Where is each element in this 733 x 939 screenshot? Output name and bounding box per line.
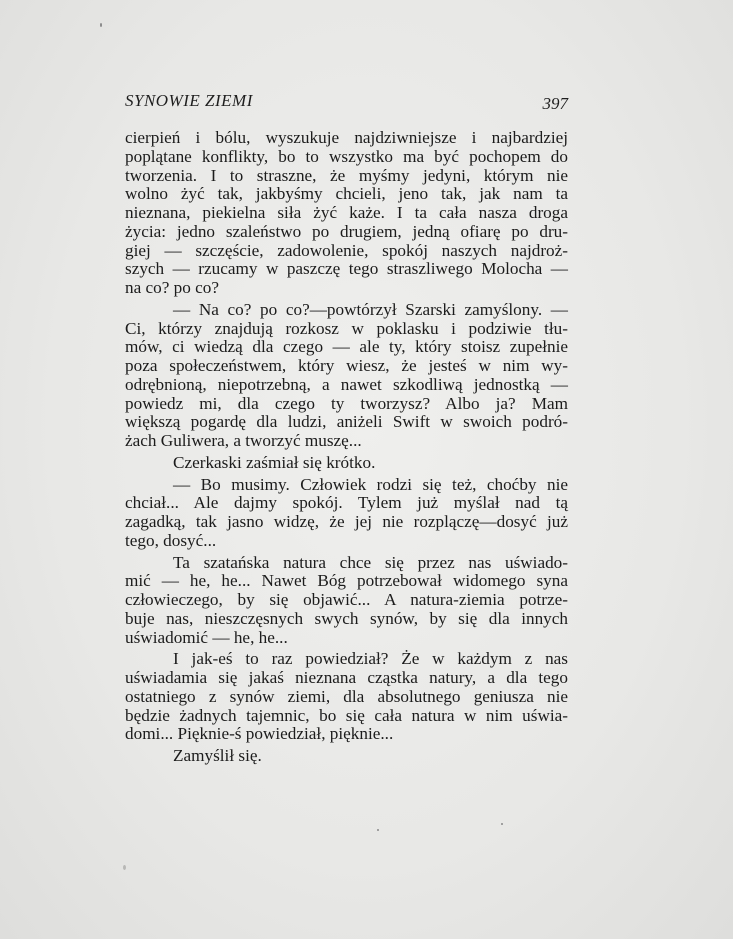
text-line: nieznana, piekielna siła żyć każe. I ta cała nasza droga: [125, 203, 568, 222]
paper-speck: [100, 23, 102, 27]
text-line: tworzenia. I to straszne, że myśmy jedyni, którym nie: [125, 165, 568, 185]
body-text: [125, 129, 568, 766]
running-title: SYNOWIE ZIEMI: [125, 91, 253, 110]
text-line: giej — szczęście, zadowolenie, spokój naszych najdroż-: [125, 240, 568, 260]
page-header: [125, 91, 568, 113]
text-line: poza społeczeństwem, który wiesz, że jesteś w nim wy-: [125, 356, 568, 375]
text-line: mów, ci wiedzą dla czego — ale ty, który stoisz zupełnie: [125, 337, 568, 357]
text-line: będzie żadnych tajemnic, bo się cała natura w nim uświa-: [125, 705, 568, 725]
text-line: mić — he, he... Nawet Bóg potrzebował widomego syna: [125, 571, 568, 591]
paper-speck: [377, 829, 379, 831]
text-line: większą pogardę dla ludzi, aniżeli Swift w swoich podró-: [125, 412, 568, 432]
text-line: tego, dosyć...: [125, 530, 217, 550]
text-line: Ta szatańska natura chce się przez nas uświado-: [173, 552, 568, 572]
text-line: życia: jedno szaleństwo po drugiem, jedną ofiarę po dru-: [125, 221, 568, 241]
text-line: — Bo musimy. Człowiek rodzi się też, choćby nie: [173, 474, 568, 494]
text-line: uświadomić — he, he...: [125, 627, 288, 647]
text-line: Czerkaski zaśmiał się krótko.: [173, 452, 376, 472]
paper-speck: [501, 823, 503, 825]
text-line: wolno żyć tak, jakbyśmy chcieli, jeno tak, jak nam ta: [125, 184, 568, 204]
text-line: I jak-eś to raz powiedział? Że w każdym z nas: [173, 649, 568, 669]
text-line: domi... Pięknie-ś powiedział, pięknie...: [125, 724, 394, 744]
text-line: szych — rzucamy w paszczę tego straszliwego Molocha —: [125, 259, 568, 279]
text-line: cierpień i bólu, wyszukuje najdziwniejsze i najbardziej: [125, 128, 568, 147]
text-line: odrębnioną, niepotrzebną, a nawet szkodliwą jednostką —: [125, 374, 568, 394]
text-line: na co? po co?: [125, 278, 220, 297]
text-line: ostatniego z synów ziemi, dla absolutnego geniusza nie: [125, 686, 568, 706]
page-number: 397: [542, 94, 568, 113]
text-line: — Na co? po co?—powtórzył Szarski zamyślony. —: [173, 299, 568, 319]
text-line: chciał... Ale dajmy spokój. Tylem już myślał nad tą: [125, 493, 568, 513]
text-line: Ci, którzy znajdują rozkosz w poklasku i podziwie tłu-: [125, 318, 568, 338]
paper-speck: [123, 865, 126, 870]
text-line: żach Guliwera, a tworzyć muszę...: [125, 431, 362, 450]
text-line: powiedz mi, dla czego ty tworzysz? Albo ja? Mam: [125, 393, 568, 413]
text-line: człowieczego, by się objawić... A natura-ziemia potrze-: [125, 590, 568, 609]
text-line: Zamyślił się.: [173, 746, 262, 765]
text-line: uświadamia się jakaś nieznana cząstka natury, a dla tego: [125, 668, 568, 687]
text-line: zagadką, tak jasno widzę, że jej nie rozplączę—dosyć już: [125, 512, 568, 531]
text-line: poplątane konflikty, bo to wszystko ma być pochopem do: [125, 146, 568, 166]
text-line: buje nas, nieszczęsnych swych synów, by się dla innych: [125, 608, 568, 628]
